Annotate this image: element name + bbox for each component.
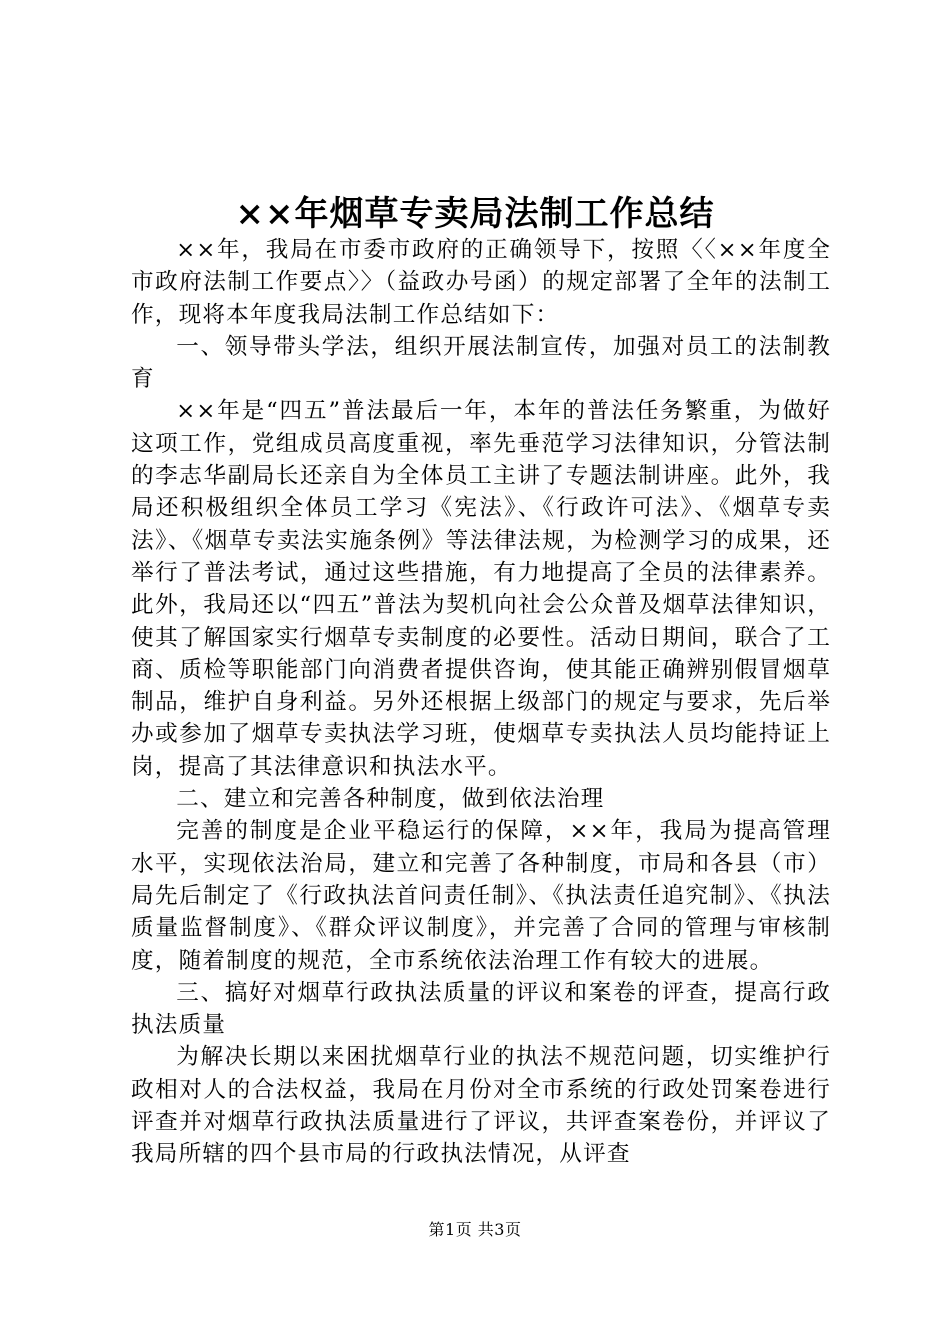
document-body <box>131 234 831 1171</box>
body-paragraph: 完善的制度是企业平稳运行的保障，××年，我局为提高管理水平，实现依法治局，建立和完善了各种制度，市局和各县（市）局先后制定了《行政执法首问责任制》、《执法责任追究制》、《执法质量监督制度》、《群众评议制度》，并完善了合同的管理与审核制度，随着制度的规范，全市系统依法治理工作有较大的进展。 <box>131 818 831 974</box>
intro-paragraph: ××年，我局在市委市政府的正确领导下，按照〈〈××年度全市政府法制工作要点〉〉（益政办号函）的规定部署了全年的法制工作，现将本年度我局法制工作总结如下： <box>131 237 831 328</box>
document-title: ××年烟草专卖局法制工作总结 <box>235 194 715 234</box>
body-paragraph: ××年是“四五”普法最后一年，本年的普法任务繁重，为做好这项工作，党组成员高度重视，率先垂范学习法律知识，分管法制的李志华副局长还亲自为全体员工主讲了专题法制讲座。此外，我局还积极组织全体员工学习《宪法》、《行政许可法》、《烟草专卖法》、《烟草专卖法实施条例》等法律法规，为检测学习的成果，还举行了普法考试，通过这些措施，有力地提高了全员的法律素养。此外，我局还以“四五”普法为契机向社会公众普及烟草法律知识，使其了解国家实行烟草专卖制度的必要性。活动日期间，联合了工商、质检等职能部门向消费者提供咨询，使其能正确辨别假冒烟草制品，维护自身利益。另外还根据上级部门的规定与要求，先后举办或参加了烟草专卖执法学习班，使烟草专卖执法人员均能持证上岗，提高了其法律意识和执法水平。 <box>131 398 831 780</box>
page-number-footer: 第1页 共3页 <box>428 1220 522 1239</box>
section-heading-1: 一、领导带头学法，组织开展法制宣传，加强对员工的法制教育 <box>131 333 831 393</box>
section-heading-3: 三、搞好对烟草行政执法质量的评议和案卷的评查，提高行政执法质量 <box>131 979 831 1039</box>
section-heading-2: 二、建立和完善各种制度，做到依法治理 <box>176 786 605 813</box>
body-paragraph: 为解决长期以来困扰烟草行业的执法不规范问题，切实维护行政相对人的合法权益，我局在月份对全市系统的行政处罚案卷进行评查并对烟草行政执法质量进行了评议，共评查案卷份，并评议了我局所辖的四个县市局的行政执法情况，从评查 <box>131 1044 831 1168</box>
